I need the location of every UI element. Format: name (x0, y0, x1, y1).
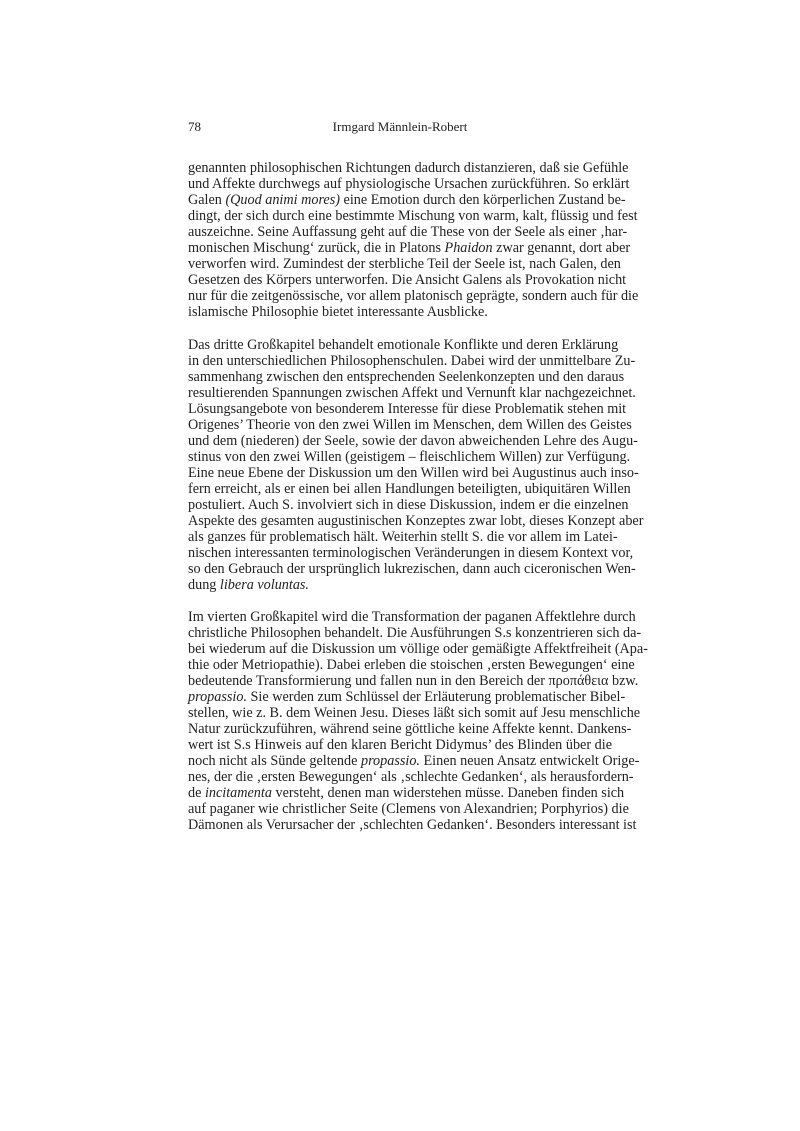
text-run: dung (188, 577, 220, 593)
text-line (188, 385, 636, 401)
text-line (188, 609, 636, 625)
text-line (188, 337, 619, 353)
text-run: nur für die zeitgenössische, vor allem platonisch geprägte, sondern auch für die (188, 288, 639, 304)
italic-text: incitamenta (204, 785, 272, 801)
text-run: Lösungsangebote von besonderem Interesse für diese Problematik stehen mit (188, 401, 627, 417)
running-header (188, 119, 612, 135)
paragraph-3 (188, 609, 648, 833)
text-line (188, 481, 631, 497)
text-run: in den unterschiedlichen Philosophenschulen. Dabei wird der unmittelbare Zu- (188, 353, 636, 369)
text-line (188, 561, 636, 577)
text-line (188, 176, 630, 192)
text-line (188, 192, 626, 208)
italic-text: propassio. (360, 753, 420, 769)
text-run: stinus von den zwei Willen (geistigem – fleischlichem Willen) zur Verfügung. (188, 449, 631, 465)
text-line (188, 160, 629, 176)
page-number: 78 (188, 119, 201, 134)
text-run: noch nicht als Sünde geltende (188, 753, 361, 769)
text-line (188, 625, 642, 641)
text-line (188, 497, 629, 513)
text-line (188, 721, 632, 737)
text-line (188, 272, 627, 288)
text-run: nischen interessanten terminologischen Veränderungen in diesem Kontext vor, (188, 545, 634, 561)
text-line (188, 753, 640, 769)
text-run: auf paganer wie christlicher Seite (Clemens von Alexandrien; Porphyrios) die (188, 801, 629, 817)
text-run: Sie werden zum Schlüssel der Erläuterung problematischer Bibel- (247, 689, 626, 705)
text-run: Aspekte des gesamten augustinischen Konzeptes zwar lobt, dieses Konzept aber (188, 513, 644, 529)
text-run: auszeichne. Seine Auffassung geht auf die These von der Seele als einer ‚har- (188, 224, 628, 240)
text-run: wert ist S.s Hinweis auf den klaren Bericht Didymus’ des Blinden über die (188, 737, 612, 753)
text-line (188, 689, 626, 705)
text-line (188, 673, 639, 689)
text-line (188, 401, 627, 417)
text-run: monischen Mischung‘ zurück, die in Platons (188, 240, 445, 256)
text-run: thie oder Metriopathie). Dabei erleben die stoischen ‚ersten Bewegungen‘ eine (188, 657, 635, 673)
text-line (188, 513, 644, 529)
italic-text: Phaidon (444, 240, 493, 256)
text-run: Eine neue Ebene der Diskussion um den Willen wird bei Augustinus auch inso- (188, 465, 639, 481)
text-run: eine Emotion durch den körperlichen Zustand be- (339, 192, 626, 208)
text-line (188, 288, 639, 304)
text-run: fern erreicht, als er einen bei allen Handlungen beteiligten, ubiquitären Willen (188, 481, 631, 497)
text-run: als ganzes für problematisch hält. Weiterhin stellt S. die vor allem im Latei- (188, 529, 618, 545)
text-line (188, 801, 629, 817)
text-run: Im vierten Großkapitel wird die Transformation der paganen Affektlehre durch (188, 609, 636, 625)
text-run: nes, der die ‚ersten Bewegungen‘ als ‚schlechte Gedanken‘, als herausfordern- (188, 769, 634, 785)
text-run: zwar genannt, dort aber (492, 240, 631, 256)
text-run: Natur zurückzuführen, während seine göttliche keine Affekte kennt. Dankens- (188, 721, 632, 737)
text-line (188, 817, 637, 833)
text-line (188, 417, 632, 433)
italic-text: (Quod animi mores) (225, 192, 340, 208)
text-line (188, 657, 635, 673)
text-run: Das dritte Großkapitel behandelt emotionale Konflikte und deren Erklärung (188, 337, 619, 353)
text-line (188, 785, 625, 801)
text-run: stellen, wie z. B. dem Weinen Jesu. Dieses läßt sich somit auf Jesu menschliche (188, 705, 641, 721)
text-line (188, 465, 639, 481)
text-line (188, 577, 612, 593)
text-run: bedeutende Transformierung und fallen nun in den Bereich der προπάθεια bzw. (188, 673, 639, 689)
text-line (188, 256, 621, 272)
text-run: bei wiederum auf die Diskussion um völlige oder gemäßigte Affektfreiheit (Apa- (188, 641, 648, 657)
text-line (188, 369, 625, 385)
text-run: Origenes’ Theorie von den zwei Willen im Menschen, dem Willen des Geistes (188, 417, 632, 433)
text-run: resultierenden Spannungen zwischen Affekt und Vernunft klar nachgezeichnet. (188, 385, 636, 401)
text-run: und Affekte durchwegs auf physiologische Ursachen zurückführen. So erklärt (188, 176, 630, 192)
text-run: Galen (188, 192, 226, 208)
italic-text: propassio. (188, 689, 247, 705)
text-line (188, 641, 648, 657)
text-line (188, 353, 636, 369)
text-run: und dem (niederen) der Seele, sowie der davon abweichenden Lehre des Augu- (188, 433, 638, 449)
text-run: islamische Philosophie bietet interessante Ausblicke. (188, 304, 488, 320)
text-run: so den Gebrauch der ursprünglich lukrezischen, dann auch ciceronischen Wen- (188, 561, 636, 577)
text-run: postuliert. Auch S. involviert sich in diese Diskussion, indem er die einzelnen (188, 497, 629, 513)
text-line (188, 304, 612, 320)
text-line (188, 449, 631, 465)
italic-text: libera voluntas. (219, 577, 309, 593)
text-run: Dämonen als Verursacher der ‚schlechten Gedanken‘. Besonders interessant ist (188, 817, 637, 833)
text-line (188, 208, 638, 224)
text-run: sammenhang zwischen den entsprechenden Seelenkonzepten und den daraus (188, 369, 625, 385)
text-run: versteht, denen man widerstehen müsse. Daneben finden sich (271, 785, 625, 801)
text-run: de (188, 785, 205, 801)
text-line (188, 224, 628, 240)
text-run: genannten philosophischen Richtungen dadurch distanzieren, daß sie Gefühle (188, 160, 629, 176)
paragraph-2 (188, 337, 644, 593)
text-line (188, 545, 634, 561)
text-line (188, 737, 612, 753)
text-line (188, 769, 634, 785)
text-line (188, 240, 631, 256)
text-line (188, 529, 618, 545)
paragraph-1 (188, 160, 639, 320)
text-line (188, 433, 638, 449)
running-head-author: Irmgard Männlein-Robert (332, 119, 468, 134)
text-run: Einen neuen Ansatz entwickelt Orige- (419, 753, 640, 769)
text-run: Gesetzen des Körpers unterworfen. Die Ansicht Galens als Provokation nicht (188, 272, 627, 288)
text-line (188, 705, 641, 721)
text-run: christliche Philosophen behandelt. Die Ausführungen S.s konzentrieren sich da- (188, 625, 642, 641)
text-run: dingt, der sich durch eine bestimmte Mischung von warm, kalt, flüssig und fest (188, 208, 638, 224)
text-run: verworfen wird. Zumindest der sterbliche Teil der Seele ist, nach Galen, den (188, 256, 621, 272)
